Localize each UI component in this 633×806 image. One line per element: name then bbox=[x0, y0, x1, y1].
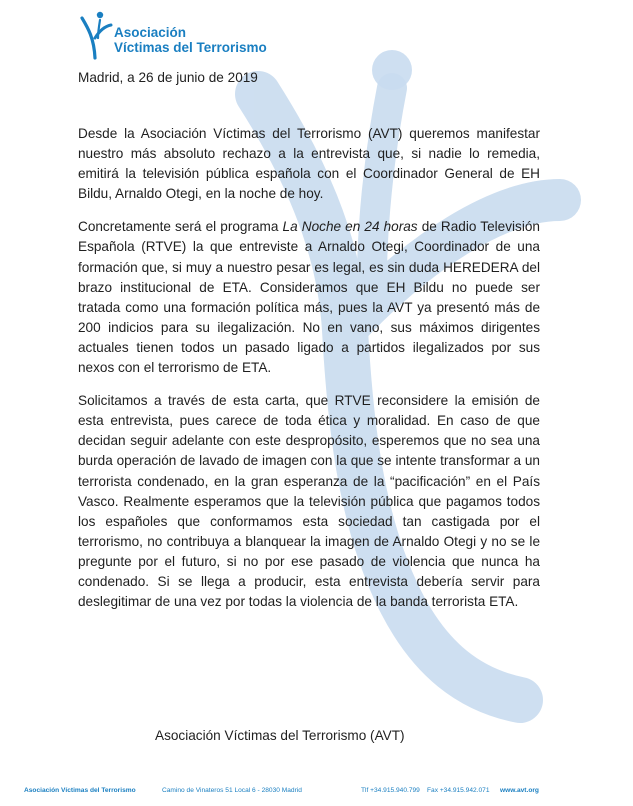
letter-signoff: Asociación Víctimas del Terrorismo (AVT) bbox=[155, 728, 405, 743]
organization-logo bbox=[78, 10, 298, 62]
footer-fax: Fax +34.915.942.071 bbox=[427, 787, 490, 794]
paragraph-2-rest: de Radio Televisión Española (RTVE) la que entreviste a Arnaldo Otegi, Coordinador de una formación que, si muy a nuestro pesar es legal, es sin duda HEREDERA del brazo institucional de ETA. Consideramos que EH Bildu no puede ser tratada como una formación política más, pues la AVT ya presentó más de 200 indicios para su ilegalización. No en vano, sus máximos dirigentes actuales tienen todos un pasado ligado a partidos ilegalizados por sus nexos con el terrorismo de ETA. bbox=[78, 219, 540, 376]
paragraph-2 bbox=[78, 217, 540, 378]
paragraph-1: Desde la Asociación Víctimas del Terrorismo (AVT) queremos manifestar nuestro más absoluto rechazo a la entrevista que, si nadie lo remedia, emitirá la televisión pública española con el Coordinador General de EH Bildu, Arnaldo Otegi, en la noche de hoy. bbox=[78, 126, 540, 202]
letter-date: Madrid, a 26 de junio de 2019 bbox=[78, 70, 258, 85]
logo-line1: Asociación bbox=[114, 25, 187, 40]
footer-website: www.avt.org bbox=[500, 787, 539, 794]
logo-figure-icon bbox=[78, 10, 114, 62]
footer-address: Camino de Vinateros 51 Local 6 - 28030 Madrid bbox=[162, 787, 302, 794]
program-title: La Noche en 24 horas bbox=[282, 219, 418, 235]
paragraph-2-start: Concretamente será el programa bbox=[78, 219, 283, 235]
footer-phone: Tlf +34.915.940.799 bbox=[361, 787, 420, 794]
logo-line2: Víctimas del Terrorismo bbox=[114, 40, 267, 55]
letter-body bbox=[78, 124, 540, 625]
paragraph-3: Solicitamos a través de esta carta, que RTVE reconsidere la emisión de esta entrevista, pues carece de toda ética y moralidad. En caso de que decidan seguir adelante con este despropósito, esperemos que no sea una burda operación de lavado de imagen con la que se intente transformar a un terrorista condenado, en la gran esperanza de la “pacificación” en el País Vasco. Realmente esperamos que la televisión pública que pagamos todos los españoles que conformamos esta sociedad tan castigada por el terrorismo, no contribuya a blanquear la imagen de Arnaldo Otegi y no se le pregunte por el futuro, si no por ese pasado de violencia que nunca ha condenado. Si se llega a producir, esta entrevista debería servir para deslegitimar de una vez por todas la violencia de la banda terrorista ETA. bbox=[78, 393, 540, 610]
footer-organization: Asociación Víctimas del Terrorismo bbox=[24, 787, 136, 794]
